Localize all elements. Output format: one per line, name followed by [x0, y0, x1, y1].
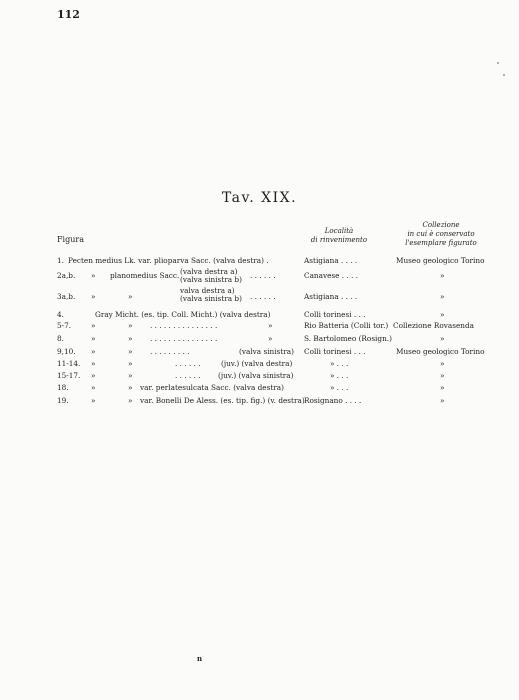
figure-number: 19.: [57, 396, 69, 405]
collection: »: [440, 334, 445, 343]
ditto-mark: »: [128, 321, 133, 330]
species-description: Gray Micht. (es. tip. Coll. Micht.) (valva destra): [95, 310, 271, 319]
ditto-mark: »: [268, 321, 273, 330]
figure-number: 15-17.: [57, 371, 81, 380]
scan-speck: [503, 74, 505, 76]
species-description: var. Bonelli De Aless. (es. tip. fig.) (v. destra): [140, 396, 305, 405]
species-description: var. perlatesulcata Sacc. (valva destra): [140, 383, 284, 392]
ditto-mark: »: [128, 371, 133, 380]
ditto-mark: »: [91, 359, 96, 368]
locality: Astigiana . . . .: [304, 256, 358, 265]
table-row: [0, 370, 519, 382]
table-row: [0, 346, 519, 358]
header-line: l'esemplare figurato: [405, 239, 477, 247]
ditto-mark: »: [128, 292, 133, 301]
locality: Colli torinesi . . .: [304, 347, 366, 356]
collection: »: [440, 292, 445, 301]
ditto-mark: »: [91, 383, 96, 392]
collection: Museo geologico Torino: [396, 256, 485, 265]
collection: »: [440, 371, 445, 380]
species-description: planomedius Sacc.: [110, 271, 180, 280]
leader-dots: . . . . . .: [175, 371, 201, 380]
ditto-mark: »: [128, 396, 133, 405]
figure-number: 9,10.: [57, 347, 76, 356]
header-line: in cui è conservato: [407, 230, 475, 238]
figure-number: 8.: [57, 334, 64, 343]
locality: Rosignano . . . .: [304, 396, 362, 405]
figure-number: 18.: [57, 383, 69, 392]
collection: »: [440, 310, 445, 319]
collection: »: [440, 359, 445, 368]
ditto-mark: »: [91, 271, 96, 280]
figure-number: 1.: [57, 256, 64, 265]
figure-number: 2a,b.: [57, 271, 76, 280]
valve-line: (valva destra a): [180, 267, 238, 276]
ditto-mark: »: [128, 359, 133, 368]
figure-number: 4.: [57, 310, 64, 319]
header-line: Località: [324, 227, 354, 235]
locality: S. Bartolomeo (Rosign.): [304, 334, 392, 343]
column-header-figura: Figura: [57, 235, 84, 244]
ditto-mark: »: [91, 347, 96, 356]
species-description: Pecten medius Lk. var. plioparva Sacc. (valva destra) .: [68, 256, 269, 265]
leader-dots: . . . . . .: [250, 292, 276, 301]
locality: » . . .: [330, 371, 349, 380]
valve-line: (valva sinistra b): [180, 275, 242, 284]
figure-number: 3a,b.: [57, 292, 76, 301]
table-row: [0, 286, 519, 303]
species-description: (juv.) (valva destra): [221, 359, 293, 368]
leader-dots: . . . . . . . . .: [150, 347, 190, 356]
valve-sublist: [180, 268, 242, 284]
valve-sublist: [180, 287, 242, 303]
ditto-mark: »: [268, 334, 273, 343]
locality: » . . .: [330, 383, 349, 392]
ditto-mark: »: [91, 334, 96, 343]
leader-dots: . . . . . . . . . . . . . . .: [150, 334, 218, 343]
scan-speck: [497, 62, 499, 64]
leader-dots: . . . . . .: [250, 271, 276, 280]
plate-title: Tav. XIX.: [221, 190, 298, 206]
locality: Canavese . . . .: [304, 271, 359, 280]
figure-number: 5-7.: [57, 321, 72, 330]
footer-mark: n: [197, 654, 203, 663]
collection: Museo geologico Torino: [396, 347, 485, 356]
table-row: [0, 358, 519, 370]
header-line: di rinvenimento: [310, 236, 368, 244]
table-row: [0, 333, 519, 345]
column-header-localita: [300, 227, 378, 245]
table-row: [0, 320, 519, 332]
ditto-mark: »: [128, 334, 133, 343]
table-row: [0, 382, 519, 394]
locality: » . . .: [330, 359, 349, 368]
leader-dots: . . . . . .: [175, 359, 201, 368]
header-line: Collezione: [422, 221, 460, 229]
species-description: (juv.) (valva sinistra): [218, 371, 294, 380]
column-header-collezione: [393, 221, 489, 248]
valve-line: (valva sinistra b): [180, 294, 242, 303]
species-description: (valva sinistra): [239, 347, 294, 356]
ditto-mark: »: [91, 396, 96, 405]
locality: Colli torinesi . . .: [304, 310, 366, 319]
ditto-mark: »: [91, 292, 96, 301]
collection: Collezione Rovasenda: [393, 321, 475, 330]
valve-line: valva destra a): [180, 286, 235, 295]
page-number: 112: [57, 8, 80, 21]
table-row: [0, 255, 519, 267]
leader-dots: . . . . . . . . . . . . . . .: [150, 321, 218, 330]
collection: »: [440, 383, 445, 392]
figure-number: 11-14.: [57, 359, 81, 368]
collection: »: [440, 271, 445, 280]
ditto-mark: »: [128, 383, 133, 392]
ditto-mark: »: [91, 371, 96, 380]
ditto-mark: »: [91, 321, 96, 330]
table-row: [0, 395, 519, 407]
collection: »: [440, 396, 445, 405]
ditto-mark: »: [128, 347, 133, 356]
locality: Astigiana . . . .: [304, 292, 358, 301]
locality: Rio Batteria (Colli tor.): [304, 321, 389, 330]
table-row: [0, 267, 519, 284]
